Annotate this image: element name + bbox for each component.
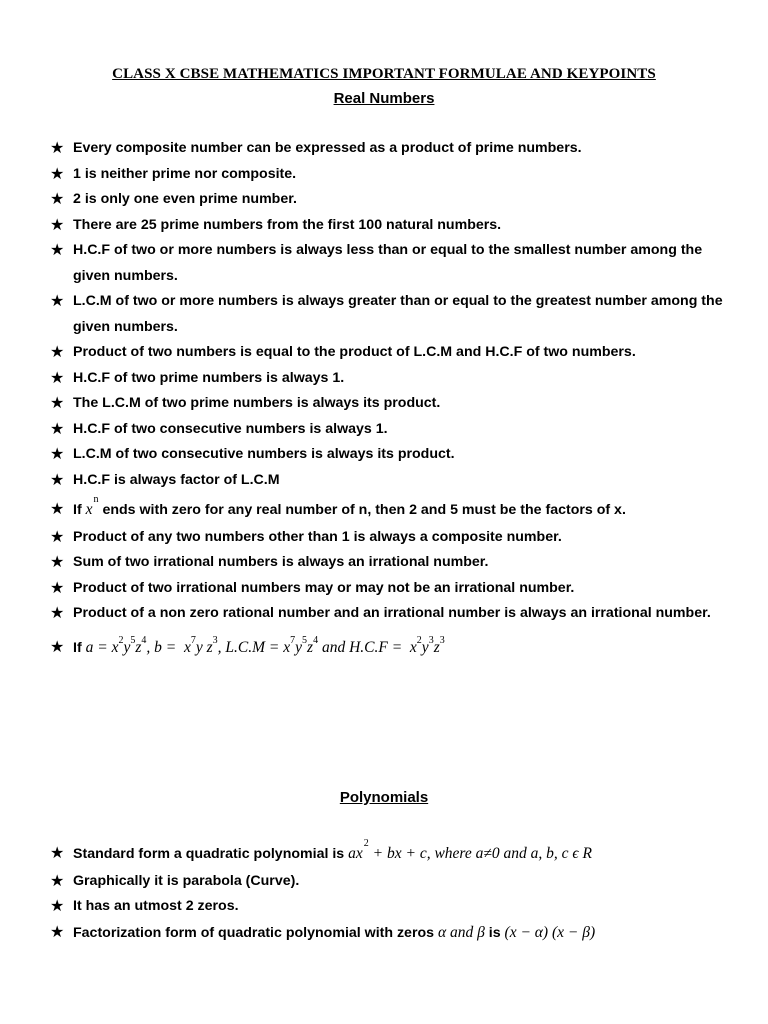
star-bullet-icon: ★: [50, 140, 65, 157]
list-item: ★ There are 25 prime numbers from the first 100 natural numbers.: [50, 213, 730, 239]
star-bullet-icon: ★: [50, 420, 65, 438]
star-bullet-icon: ★: [50, 528, 65, 546]
star-bullet-icon: ★: [50, 242, 65, 259]
document-title: CLASS X CBSE MATHEMATICS IMPORTANT FORMULAE AND KEYPOINTS: [112, 66, 656, 82]
star-bullet-icon: ★: [50, 344, 65, 361]
star-bullet-icon: ★: [50, 446, 65, 463]
list-item: ★ H.C.F is always factor of L.C.M: [50, 468, 730, 494]
list-item: ★ Every composite number can be expressed as a product of prime numbers.: [50, 136, 730, 162]
list-item: ★ H.C.F of two consecutive numbers is always 1.: [50, 417, 730, 443]
list-item: ★ It has an utmost 2 zeros.: [50, 894, 730, 920]
quadratic-expression: $ax^2$ + bx + c, where a≠0 and a, b, c ϵ R: [348, 838, 592, 862]
list-item-factorization: ★ Factorization form of quadratic polynomial with zeros α and β is (x − α) (x − β): [50, 920, 730, 947]
list-item: ★ H.C.F of two prime numbers is always 1.: [50, 366, 730, 392]
list-item: ★ The L.C.M of two prime numbers is always its product.: [50, 391, 730, 417]
star-bullet-icon: ★: [50, 501, 65, 518]
star-bullet-icon: ★: [50, 872, 65, 890]
star-bullet-icon: ★: [50, 293, 65, 310]
star-bullet-icon: ★: [50, 845, 65, 862]
star-bullet-icon: ★: [50, 605, 65, 622]
star-bullet-icon: ★: [50, 191, 65, 208]
zeros-expression: α and β: [437, 923, 485, 941]
star-bullet-icon: ★: [50, 638, 65, 656]
star-bullet-icon: ★: [50, 471, 65, 489]
real-numbers-list: [50, 136, 730, 662]
star-bullet-icon: ★: [50, 216, 65, 234]
star-bullet-icon: ★: [50, 898, 65, 915]
list-item: ★ Product of two numbers is equal to the product of L.C.M and H.C.F of two numbers.: [50, 340, 730, 366]
list-item-formula: ★ If $a = x^2y^5z^4$, $b = x^7y$ $z^3$, $L.C.M = x^7y^5z^4$ and $H.C.F = x^2y^3z^3$: [50, 635, 730, 663]
list-item: ★ Product of two irrational numbers may or may not be an irrational number.: [50, 576, 730, 602]
star-bullet-icon: ★: [50, 165, 65, 183]
star-bullet-icon: ★: [50, 395, 65, 412]
n-exponent: n: [93, 494, 99, 505]
list-item: ★ 1 is neither prime nor composite.: [50, 162, 730, 188]
list-item: ★ H.C.F of two or more numbers is always less than or equal to the smallest number among the given numbers.: [50, 238, 730, 289]
list-item-standard-form: ★ Standard form a quadratic polynomial is $ax^2$ + bx + c, where a≠0 and a, b, c ϵ R: [50, 841, 730, 869]
polynomials-heading: Polynomials: [339, 789, 429, 806]
list-item: ★ Sum of two irrational numbers is always an irrational number.: [50, 550, 730, 576]
list-item: ★ L.C.M of two consecutive numbers is always its product.: [50, 442, 730, 468]
x-variable: x: [85, 501, 93, 518]
list-item: ★ 2 is only one even prime number.: [50, 187, 730, 213]
real-numbers-heading: Real Numbers: [333, 90, 435, 107]
star-bullet-icon: ★: [50, 923, 65, 941]
list-item: ★ L.C.M of two or more numbers is always greater than or equal to the greatest number among the given numbers.: [50, 289, 730, 340]
factorized-form: (x − α) (x − β): [504, 923, 596, 941]
list-item-xn: ★ If $x^n$ ends with zero for any real number of n, then 2 and 5 must be the factors of x.: [50, 497, 730, 525]
hcf-lcm-formula: $a = x^2y^5z^4$, $b = x^7y$ $z^3$, $L.C.M = x^7y^5z^4$ and $H.C.F = x^2y^3z^3$: [85, 634, 445, 656]
list-item: ★ Product of any two numbers other than 1 is always a composite number.: [50, 525, 730, 551]
list-item: ★ Product of a non zero rational number and an irrational number is always an irrational number.: [50, 601, 730, 627]
star-bullet-icon: ★: [50, 554, 65, 571]
polynomials-list: [50, 838, 730, 946]
list-item: ★ Graphically it is parabola (Curve).: [50, 869, 730, 895]
star-bullet-icon: ★: [50, 579, 65, 597]
star-bullet-icon: ★: [50, 369, 65, 387]
